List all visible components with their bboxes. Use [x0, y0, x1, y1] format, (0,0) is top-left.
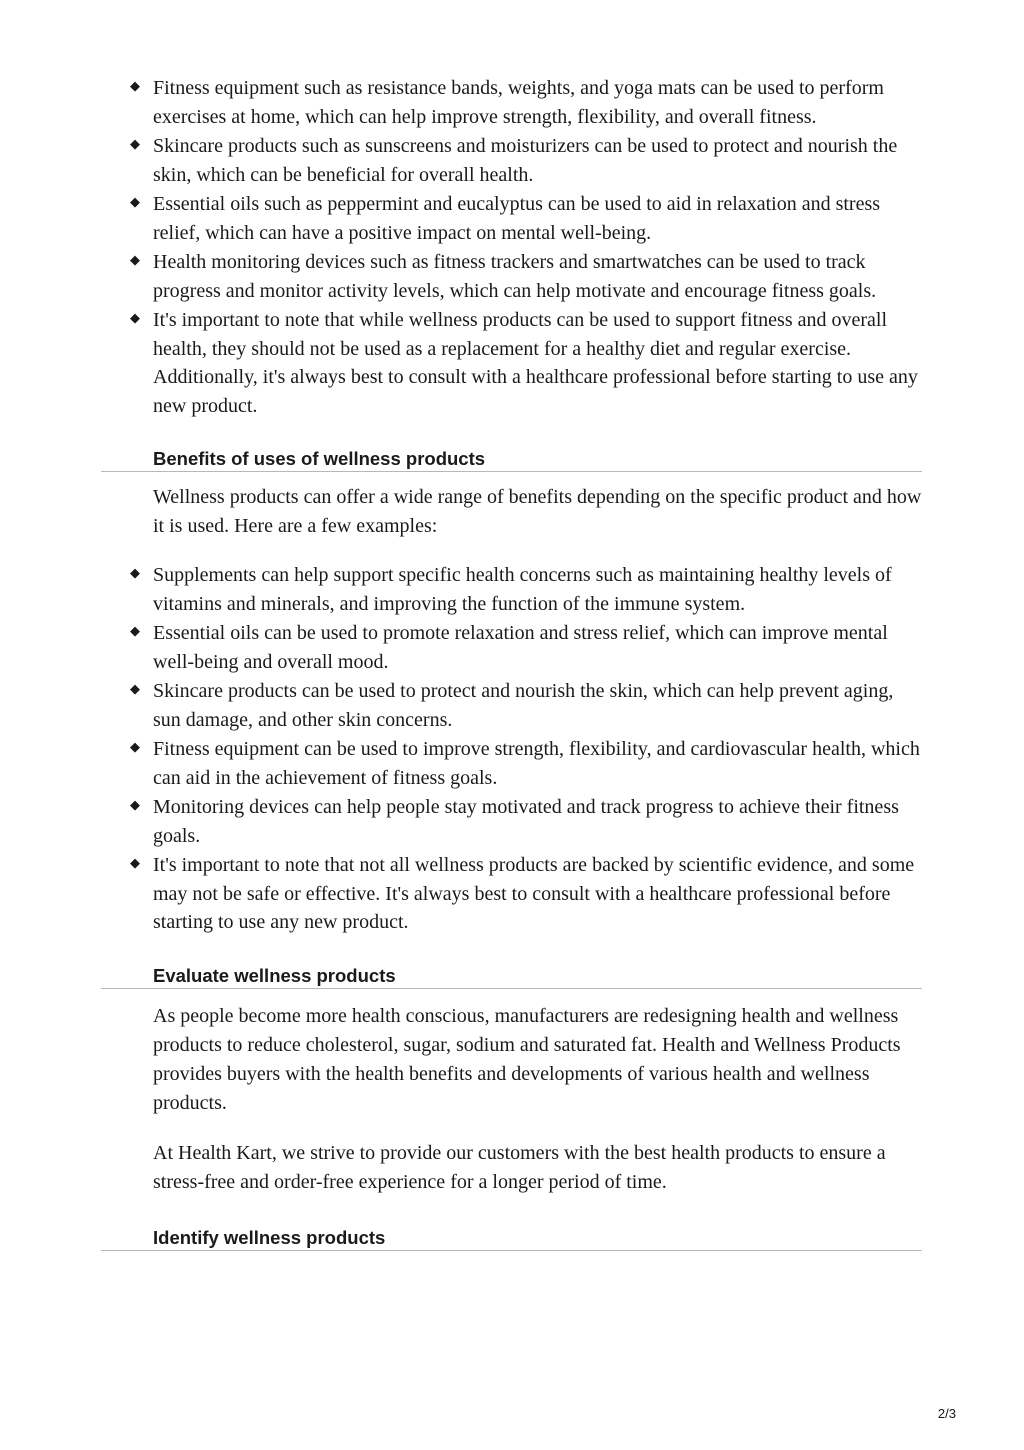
bullet-icon: ◆ — [130, 310, 140, 325]
benefits-list — [0, 561, 1024, 937]
evaluate-paragraph: At Health Kart, we strive to provide our customers with the best health products to ensure a stress-free and order-free experience for a longer period of time. — [153, 1141, 886, 1193]
page-number: 2/3 — [937, 1406, 956, 1421]
evaluate-paragraph: As people become more health conscious, manufacturers are redesigning health and wellness products to reduce cholesterol, sugar, sodium and saturated fat. Health and Wellness Products provides buyers with the health benefits and developments of various health and wellness products. — [153, 1004, 901, 1114]
list-item-text: Fitness equipment can be used to improve strength, flexibility, and cardiovascular health, which can aid in the achievement of fitness goals. — [153, 738, 920, 789]
list-item — [130, 74, 925, 131]
list-item — [130, 306, 925, 420]
list-item — [130, 132, 925, 189]
identify-heading: Identify wellness products — [101, 1227, 922, 1251]
list-item-text: Essential oils can be used to promote relaxation and stress relief, which can improve mental well-being and overall mood. — [153, 622, 888, 673]
list-item — [130, 190, 925, 247]
bullet-icon: ◆ — [130, 252, 140, 267]
list-item — [130, 851, 925, 937]
list-item-text: Supplements can help support specific health concerns such as maintaining healthy levels of vitamins and minerals, and improving the function of the immune system. — [153, 564, 892, 615]
list-item-text: Skincare products can be used to protect and nourish the skin, which can help prevent aging, sun damage, and other skin concerns. — [153, 680, 894, 731]
list-item — [130, 793, 925, 850]
benefits-intro: Wellness products can offer a wide range of benefits depending on the specific product and how it is used. Here are a few examples: — [153, 486, 922, 537]
list-item-text: It's important to note that not all wellness products are backed by scientific evidence, and some may not be safe or effective. It's always best to consult with a healthcare professional before starting to use any new product. — [153, 854, 915, 933]
list-item-text: Essential oils such as peppermint and eucalyptus can be used to aid in relaxation and stress relief, which can have a positive impact on mental well-being. — [153, 193, 881, 244]
bullet-icon: ◆ — [130, 78, 140, 93]
list-item-text: Skincare products such as sunscreens and moisturizers can be used to protect and nourish the skin, which can be beneficial for overall health. — [153, 135, 898, 186]
list-item — [130, 248, 925, 305]
list-item — [130, 561, 925, 618]
list-item-text: Health monitoring devices such as fitness trackers and smartwatches can be used to track progress and monitor activity levels, which can help motivate and encourage fitness goals. — [153, 251, 877, 302]
list-item — [130, 677, 925, 734]
bullet-icon: ◆ — [130, 623, 140, 638]
wellness-uses-list — [0, 74, 1024, 420]
bullet-icon: ◆ — [130, 797, 140, 812]
list-item — [130, 619, 925, 676]
benefits-heading: Benefits of uses of wellness products — [101, 448, 922, 472]
bullet-icon: ◆ — [130, 565, 140, 580]
evaluate-heading: Evaluate wellness products — [101, 965, 922, 989]
list-item-text: It's important to note that while wellness products can be used to support fitness and overall health, they should not be used as a replacement for a healthy diet and regular exercise. Additionally, it's always best to consult with a healthcare professional before starting to use any new product. — [153, 309, 918, 417]
bullet-icon: ◆ — [130, 855, 140, 870]
bullet-icon: ◆ — [130, 681, 140, 696]
bullet-icon: ◆ — [130, 136, 140, 151]
bullet-icon: ◆ — [130, 739, 140, 754]
bullet-icon: ◆ — [130, 194, 140, 209]
list-item — [130, 735, 925, 792]
list-item-text: Fitness equipment such as resistance bands, weights, and yoga mats can be used to perform exercises at home, which can help improve strength, flexibility, and overall fitness. — [153, 77, 884, 128]
page-content — [0, 74, 1024, 1251]
list-item-text: Monitoring devices can help people stay motivated and track progress to achieve their fitness goals. — [153, 796, 899, 847]
